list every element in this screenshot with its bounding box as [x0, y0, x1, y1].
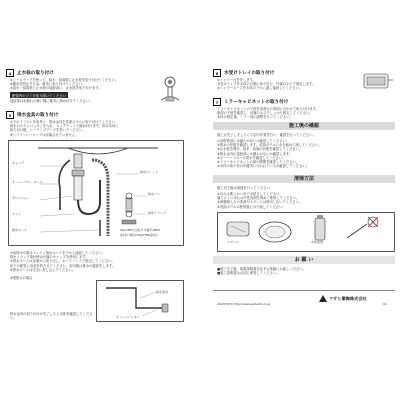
text-line: 壁面の下地を確認し、付属のネジでしっかり固定してください。: [217, 111, 313, 116]
text-line: ③排水ホースは床面から取り出し、ホースバンドで固定してください。: [10, 259, 115, 264]
section-5-text: [10, 120, 186, 137]
text-line: ①シールテープを使って、給水・給湯管に止水栓を取り付けてください。: [10, 78, 119, 82]
label-drain-trap: 排水トラップ: [148, 211, 166, 215]
section-5-final: 排水金具の取り付けが完了したら全体を確認してください。: [10, 312, 93, 321]
list-item: ①汚れは柔らかい布で水拭きしてください。: [217, 192, 283, 196]
section-7-heading: [213, 98, 288, 106]
check-list: [217, 139, 395, 168]
text-line: ■施工説明書は大切に保管してください。: [217, 271, 280, 276]
text-line: ■施工完了後、取扱説明書を必ずお客様にお渡しください。: [217, 267, 306, 271]
section-number: 7: [213, 98, 221, 106]
check-intro: 施工が完了しましたら下記の作業を行い、確認を行ってください。: [217, 133, 316, 137]
text-line: ミラーキャビネットの下面を洗面台の背面に合わせて取り付けます。: [217, 107, 319, 111]
label-spec-code-2: (排水口取付)SKJ/FRN(取付): [120, 233, 158, 237]
label-drain-hose: 排水ホース: [12, 228, 27, 232]
list-item: ⑦本体の取り付けが確実に行われているか確認してください。: [217, 164, 309, 169]
section-title: 水受けトレイの取り付け: [224, 71, 275, 76]
section-number: 5: [6, 111, 14, 119]
left-page: [4, 64, 188, 337]
list-item: ⑥ミラーキャビネットの扉の開閉を確認してください。: [217, 160, 300, 165]
list-item: ①各配管部に水漏れがないか確認してください。: [217, 139, 290, 143]
label-nut: ナット: [12, 212, 21, 216]
section-title: ミラーキャビネットの取り付け: [224, 100, 289, 105]
cleaning-heading: 清掃方法: [213, 175, 395, 183]
label-sponge: スポンジ: [227, 240, 239, 244]
label-drain-pan: 排水パン: [148, 192, 161, 196]
text-line: ②給水・給湯管と止水栓の接続部に、止水栓を取り付けます。: [10, 86, 102, 91]
section-5-heading: [6, 111, 58, 119]
text-line: ②床排水の際はドレイン排水ホースを下から接続してください。: [10, 251, 105, 255]
footer-code: 01: [383, 302, 387, 306]
text-line: 水受けトレイを本体の右側に取り付け、付属のネジで固定します。: [217, 82, 316, 87]
cleaning-intro: 施工完了後は清掃を行ってください。: [217, 186, 274, 190]
section-7-text: [217, 107, 395, 120]
list-item: ③洗面ボウルは使用後に水で流してください。: [217, 204, 286, 209]
list-item: ⑤オーバーフローの排水を確認してください。: [217, 155, 286, 160]
label-detergent: 中性洗剤: [311, 240, 324, 244]
text-line: 本体の固定後、ミラー扉の調整を行ってください。: [217, 115, 293, 120]
section-5-notes: [10, 251, 186, 272]
wall-drain-title: ※壁排水の場合: [10, 276, 33, 280]
cleaning-list: [217, 192, 395, 209]
check-heading: 施工後の確認: [213, 122, 395, 130]
tray-illustration: [361, 70, 395, 98]
label-washer: 平ワッシャー: [12, 196, 30, 200]
list-item: ③止水栓を開け、給水・給湯の状態を確認してください。: [217, 147, 303, 152]
section-6-heading: [213, 69, 274, 77]
notice-heading: お 願 い: [213, 256, 395, 264]
section-6-text: [217, 78, 357, 91]
list-item: ②排水の状態を確認します。洗面ボウルに水を溜めて流してください。: [217, 143, 322, 148]
notice-text: [217, 267, 395, 275]
footer-brand: [319, 295, 367, 302]
label-clean-packing: クリーンパッキン: [116, 315, 140, 319]
text-line: ①シャワー台を外します。: [217, 78, 256, 82]
list-item: ②研磨剤入りの洗剤やスポンジは使用しないでください。: [217, 200, 303, 205]
list-item: 落ちにくい汚れは中性洗剤を薄めて使用してください。: [217, 196, 300, 201]
section-title: 止水栓の取り付け: [17, 71, 54, 76]
right-page: [211, 64, 397, 337]
section-4-text: [10, 78, 150, 91]
wall-drain-diagram: [96, 280, 182, 320]
company-name: アサヒ衛陶株式会社: [329, 295, 367, 301]
label-drain-fitting: 排水金具: [156, 290, 169, 294]
label-drain-plate: 排水プレート: [140, 170, 158, 174]
footer-rule: [213, 290, 395, 291]
text-line: ①下のイラストを参考に、排水金具を洗面ボウルに取り付けてください。: [10, 120, 119, 124]
footer-small-text: ASAHI EITO http://www.asahieito.co.jp: [217, 302, 271, 306]
text-line: ※漏水を防止する為、確実に取り付けてください。: [10, 82, 86, 87]
text-line: 床下の配管に余裕を持たせてください。取付後は排水の確認をします。: [10, 263, 116, 268]
cleaning-illustration: [217, 212, 393, 250]
text-line: 取り付け後、シーリングテープを巻いてください。: [10, 128, 86, 133]
section-4-after: 接続部は水漏れの無い様に確実に締め付けてください。: [10, 99, 93, 103]
text-line: ②シャワーホースを本体の下から通し接続してください。: [217, 86, 303, 91]
label-cap: キャップ: [12, 161, 25, 165]
text-line: 排水口の下にパッキンを入れ、ロックナットで締め付けます。排水本体に: [10, 124, 119, 129]
text-line: 排水トラップ取付時は付属のキャップを使用します。: [10, 255, 89, 260]
section-number: 4: [6, 69, 14, 77]
text-line: ※排水ホースは完全に差し込んでください。: [10, 267, 76, 272]
section-title: 排水金具の取り付け: [17, 113, 59, 118]
list-item: ④排水金具の接続部に水漏れがないか確認します。: [217, 151, 293, 156]
section-number: 6: [213, 69, 221, 77]
warning-bar: 配管内のゴミを取り除いてください: [12, 93, 67, 98]
text-line: ※シリコンシーリングは付属されていません。: [10, 132, 79, 137]
section-4-heading: [6, 69, 54, 77]
label-spec-code: SKJ-VP50穴径(ガス継手)Φ60: [120, 228, 160, 232]
label-overflow-hose: オーバーフロー ホース: [12, 180, 43, 184]
company-logo-icon: [319, 295, 327, 302]
stop-valve-illustration: [157, 72, 183, 106]
